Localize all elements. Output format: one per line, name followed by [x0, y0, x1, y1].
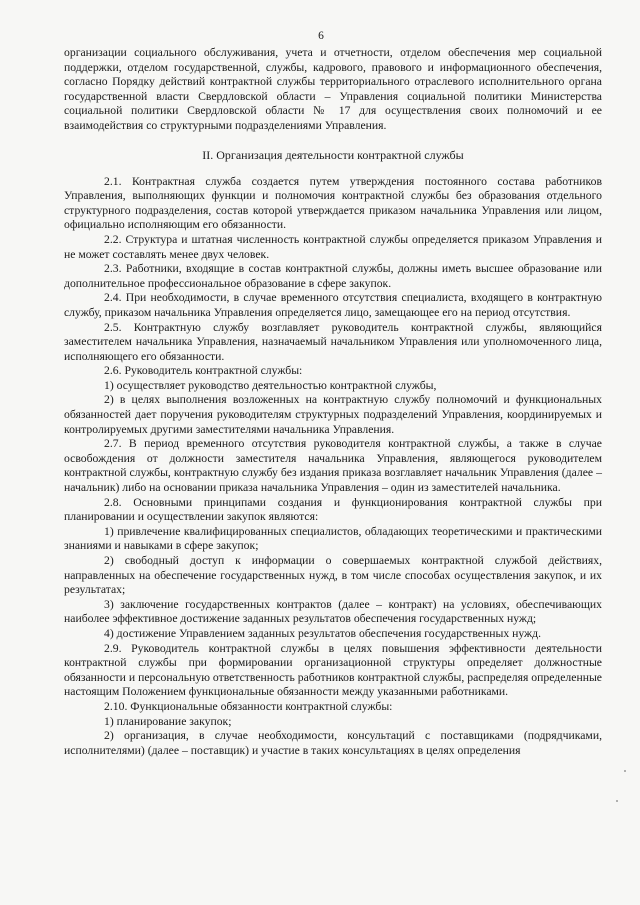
list-item-2-8-4: 4) достижение Управлением заданных результатов обеспечения государственных нужд.	[104, 626, 542, 640]
list-item-2-8-3: 3) заключение государственных контрактов (далее – контракт) на условиях, обеспечивающих наиболее эффективное достижение заданных результатов обеспечения государственных нужд;	[64, 597, 602, 626]
scan-speck	[616, 800, 618, 802]
paragraph-2-6: 2.6. Руководитель контрактной службы:	[104, 364, 303, 378]
paragraph-2-8: 2.8. Основными принципами создания и функционирования контрактной службы при планировании и осуществлении закупок являются:	[64, 495, 602, 524]
paragraph-2-5: 2.5. Контрактную службу возглавляет руководитель контрактной службы, являющийся заместителем начальника Управления, назначаемый начальником Управления или уполномоченного лица, исполняющего его обязанности.	[64, 320, 602, 363]
list-item-2-10-2: 2) организация, в случае необходимости, консультаций с поставщиками (подрядчиками, исполнителями) (далее – поставщик) и участие в таких консультациях в целях определения	[64, 729, 602, 757]
paragraph-2-10: 2.10. Функциональные обязанности контрактной службы:	[104, 699, 393, 713]
intro-paragraph: организации социального обслуживания, учета и отчетности, отделом обеспечения мер социальной поддержки, отделом государственной, службы, кадрового, правового и информационного обеспечения, согласно Порядку действий контрактной службы территориального отраслевого исполнительного органа государственной власти Свердловской области – Управления социальной политики Министерства социальной политики Свердловской области № 17 для осуществления своих полномочий и ее взаимодействия со структурными подразделениями Управления.	[64, 46, 602, 132]
list-item-2-6-2: 2) в целях выполнения возложенных на контрактную службу полномочий и функциональных обязанностей дает поручения руководителям структурных подразделений Управления, координируемых и контролируемых другими заместителями начальника Управления.	[64, 393, 602, 436]
section-heading: II. Организация деятельности контрактной службы	[202, 147, 464, 162]
paragraph-2-9: 2.9. Руководитель контрактной службы в целях повышения эффективности деятельности контрактной службы при формировании организационной структуры определяет должностные обязанности и персональную ответственность работников контрактной службы, распределяя определенные настоящим Положением функциональные обязанности между указанными работниками.	[64, 641, 602, 699]
scan-speck	[624, 770, 626, 772]
paragraph-2-2: 2.2. Структура и штатная численность контрактной службы определяется приказом Управления и не может составлять менее двух человек.	[64, 232, 602, 261]
paragraph-2-3: 2.3. Работники, входящие в состав контрактной службы, должны иметь высшее образование или дополнительное профессиональное образование в сфере закупок.	[64, 262, 602, 290]
paragraph-2-7: 2.7. В период временного отсутствия руководителя контрактной службы, а также в случае освобождения от должности заместителя начальника Управления, являющегося руководителем контрактной службы, контрактную службу без издания приказа возглавляет начальник Управления (далее – начальник) либо на основании приказа начальника Управления – один из заместителей начальника.	[64, 437, 602, 495]
list-item-2-6-1: 1) осуществляет руководство деятельностью контрактной службы,	[104, 378, 437, 392]
paragraph-2-1: 2.1. Контрактная служба создается путем утверждения постоянного состава работников Управления, выполняющих функции и полномочия контрактной службы без образования отдельного структурного подразделения, состав которой утверждается приказом начальника Управления или лицом, официально исполняющим его обязанности.	[64, 174, 602, 232]
list-item-2-10-1: 1) планирование закупок;	[104, 714, 232, 728]
page-number: 6	[318, 30, 324, 42]
list-item-2-8-1: 1) привлечение квалифицированных специалистов, обладающих теоретическими и практическими знаниями и навыками в сфере закупок;	[64, 524, 602, 553]
paragraph-2-4: 2.4. При необходимости, в случае временного отсутствия специалиста, входящего в контрактную службу, приказом начальника Управления определяется лицо, замещающее его на период отсутствия.	[64, 291, 602, 319]
list-item-2-8-2: 2) свободный доступ к информации о совершаемых контрактной службой действиях, направленных на обеспечение государственных нужд, в том числе способах осуществления закупок, и их результатах;	[64, 554, 602, 597]
